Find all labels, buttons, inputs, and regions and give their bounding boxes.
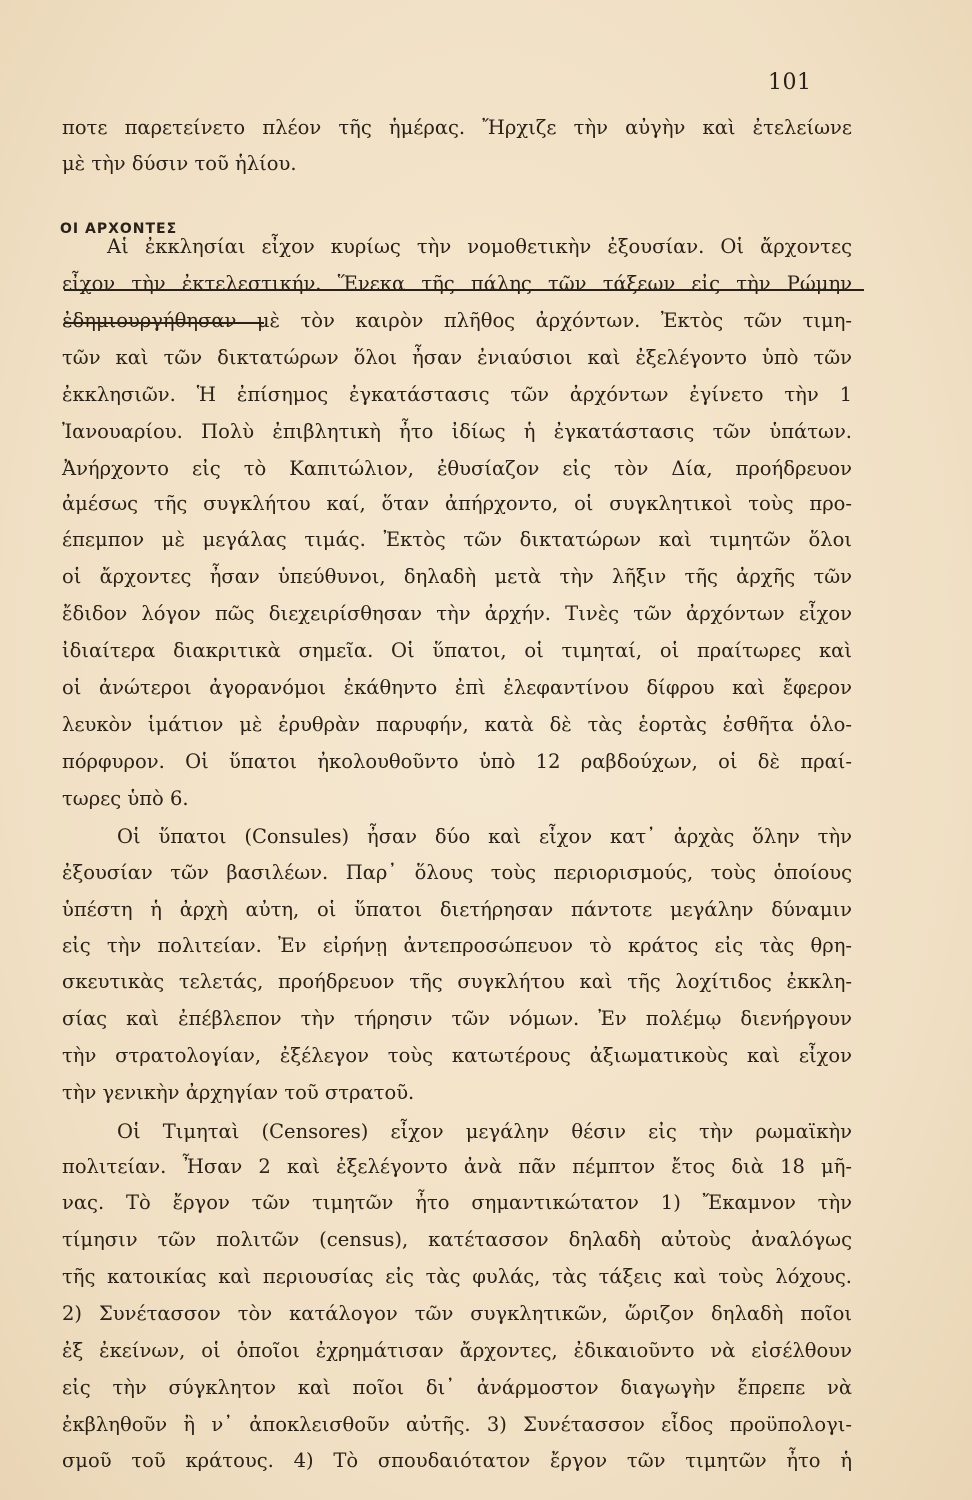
- text-line: σίας καὶ ἐπέβλεπον τὴν τήρησιν τῶν νόμων. Ἐν πολέμῳ διενήργουν: [62, 1007, 852, 1030]
- text-line: τῶν καὶ τῶν δικτατώρων ὅλοι ἦσαν ἐνιαύσιοι καὶ ἐξελέγοντο ὑπὸ τῶν: [62, 346, 852, 369]
- pen-underline-1: [64, 289, 864, 291]
- text-line: τίμησιν τῶν πολιτῶν (census), κατέτασσον δηλαδὴ αὐτοὺς ἀναλόγως: [62, 1228, 852, 1251]
- text-line: εἰς τὴν σύγκλητον καὶ ποῖοι δι᾽ ἀνάρμοστον διαγωγὴν ἔπρεπε νὰ: [62, 1376, 852, 1399]
- text-line: τὴν γενικὴν ἀρχηγίαν τοῦ στρατοῦ.: [62, 1081, 415, 1104]
- text-line: εἶχον τὴν ἐκτελεστικήν. Ἕνεκα τῆς πάλης τῶν τάξεων εἰς τὴν Ρώμην: [62, 272, 852, 295]
- text-line: οἱ ἀνώτεροι ἀγορανόμοι ἐκάθηντο ἐπὶ ἐλεφαντίνου δίφρου καὶ ἔφερον: [62, 676, 852, 699]
- text-line: εἰς τὴν πολιτείαν. Ἐν εἰρήνῃ ἀντεπροσώπευον τὸ κράτος εἰς τὰς θρη-: [62, 934, 852, 957]
- text-line: λευκὸν ἱμάτιον μὲ ἐρυθρὰν παρυφήν, κατὰ δὲ τὰς ἑορτὰς ἐσθῆτα ὁλο-: [62, 713, 852, 736]
- text-line: τὴν στρατολογίαν, ἐξέλεγον τοὺς κατωτέρους ἀξιωματικοὺς καὶ εἶχον: [62, 1044, 852, 1067]
- text-line: Ἰανουαρίου. Πολὺ ἐπιβλητικὴ ἦτο ἰδίως ἡ ἐγκατάστασις τῶν ὑπάτων.: [62, 420, 852, 443]
- text-line: ποτε παρετείνετο πλέον τῆς ἡμέρας. Ἤρχιζε τὴν αὐγὴν καὶ ἐτελείωνε: [62, 116, 852, 139]
- text-line: μὲ τὴν δύσιν τοῦ ἡλίου.: [62, 152, 297, 175]
- pen-underline-2: [64, 322, 264, 324]
- page-number: 101: [768, 70, 812, 95]
- text-line: τωρες ὑπὸ 6.: [62, 787, 189, 810]
- section-heading: ΟΙ ΑΡΧΟΝΤΕΣ: [60, 221, 178, 237]
- text-line: Ἀνήρχοντο εἰς τὸ Καπιτώλιον, ἐθυσίαζον εἰς τὸν Δία, προήδρευον: [62, 457, 852, 480]
- text-line: πόρφυρον. Οἱ ὕπατοι ἠκολουθοῦντο ὑπὸ 12 ραβδούχων, οἱ δὲ πραί-: [62, 750, 852, 773]
- text-line: ἐκκλησιῶν. Ἡ ἐπίσημος ἐγκατάστασις τῶν ἀρχόντων ἐγίνετο τὴν 1: [62, 383, 852, 406]
- text-line: πολιτείαν. Ἦσαν 2 καὶ ἐξελέγοντο ἀνὰ πᾶν πέμπτον ἔτος διὰ 18 μῆ-: [62, 1155, 852, 1178]
- text-line: ἔδιδον λόγον πῶς διεχειρίσθησαν τὴν ἀρχήν. Τινὲς τῶν ἀρχόντων εἶχον: [62, 602, 852, 625]
- text-line: ἰδιαίτερα διακριτικὰ σημεῖα. Οἱ ὕπατοι, οἱ τιμηταί, οἱ πραίτωρες καὶ: [62, 639, 852, 662]
- text-line: τῆς κατοικίας καὶ περιουσίας εἰς τὰς φυλάς, τὰς τάξεις καὶ τοὺς λόχους.: [62, 1265, 852, 1288]
- text-line: έπεμπον μὲ μεγάλας τιμάς. Ἐκτὸς τῶν δικτατώρων καὶ τιμητῶν ὅλοι: [62, 528, 852, 551]
- text-line: Οἱ ὕπατοι (Consules) ἦσαν δύο καὶ εἶχον κατ᾽ ἀρχὰς ὅλην τὴν: [117, 825, 852, 848]
- text-line: Οἱ Τιμηταὶ (Censores) εἶχον μεγάλην θέσιν εἰς τὴν ρωμαϊκὴν: [117, 1120, 852, 1143]
- text-line: ἀμέσως τῆς συγκλήτου καί, ὅταν ἀπήρχοντο, οἱ συγκλητικοὶ τοὺς προ-: [62, 492, 852, 515]
- text-line: νας. Τὸ ἔργον τῶν τιμητῶν ἦτο σημαντικώτατον 1) Ἔκαμνον τὴν: [62, 1191, 852, 1214]
- text-line: Αἱ ἐκκλησίαι εἶχον κυρίως τὴν νομοθετικὴν ἐξουσίαν. Οἱ ἄρχοντες: [107, 235, 852, 258]
- text-line: σκευτικὰς τελετάς, προήδρευον τῆς συγκλήτου καὶ τῆς λοχίτιδος ἐκκλη-: [62, 970, 852, 993]
- text-line: ἐδημιουργήθησαν μὲ τὸν καιρὸν πλῆθος ἀρχόντων. Ἐκτὸς τῶν τιμη-: [62, 309, 852, 332]
- text-line: ἐξ ἐκείνων, οἱ ὁποῖοι ἐχρημάτισαν ἄρχοντες, ἐδικαιοῦντο νὰ εἰσέλθουν: [62, 1339, 852, 1362]
- text-line: οἱ ἄρχοντες ἦσαν ὑπεύθυνοι, δηλαδὴ μετὰ τὴν λῆξιν τῆς ἀρχῆς τῶν: [62, 565, 852, 588]
- text-line: ἐκβληθοῦν ἢ ν᾽ ἀποκλεισθοῦν αὐτῆς. 3) Συνέτασσον εἶδος προϋπολογι-: [62, 1413, 852, 1436]
- text-line: σμοῦ τοῦ κράτους. 4) Τὸ σπουδαιότατον ἔργον τῶν τιμητῶν ἦτο ἡ: [62, 1449, 852, 1472]
- text-line: 2) Συνέτασσον τὸν κατάλογον τῶν συγκλητικῶν, ὥριζον δηλαδὴ ποῖοι: [62, 1302, 852, 1325]
- text-line: ἐξουσίαν τῶν βασιλέων. Παρ᾽ ὅλους τοὺς περιορισμούς, τοὺς ὁποίους: [62, 861, 852, 884]
- text-line: ὑπέστη ἡ ἀρχὴ αὐτη, οἱ ὕπατοι διετήρησαν πάντοτε μεγάλην δύναμιν: [62, 898, 852, 921]
